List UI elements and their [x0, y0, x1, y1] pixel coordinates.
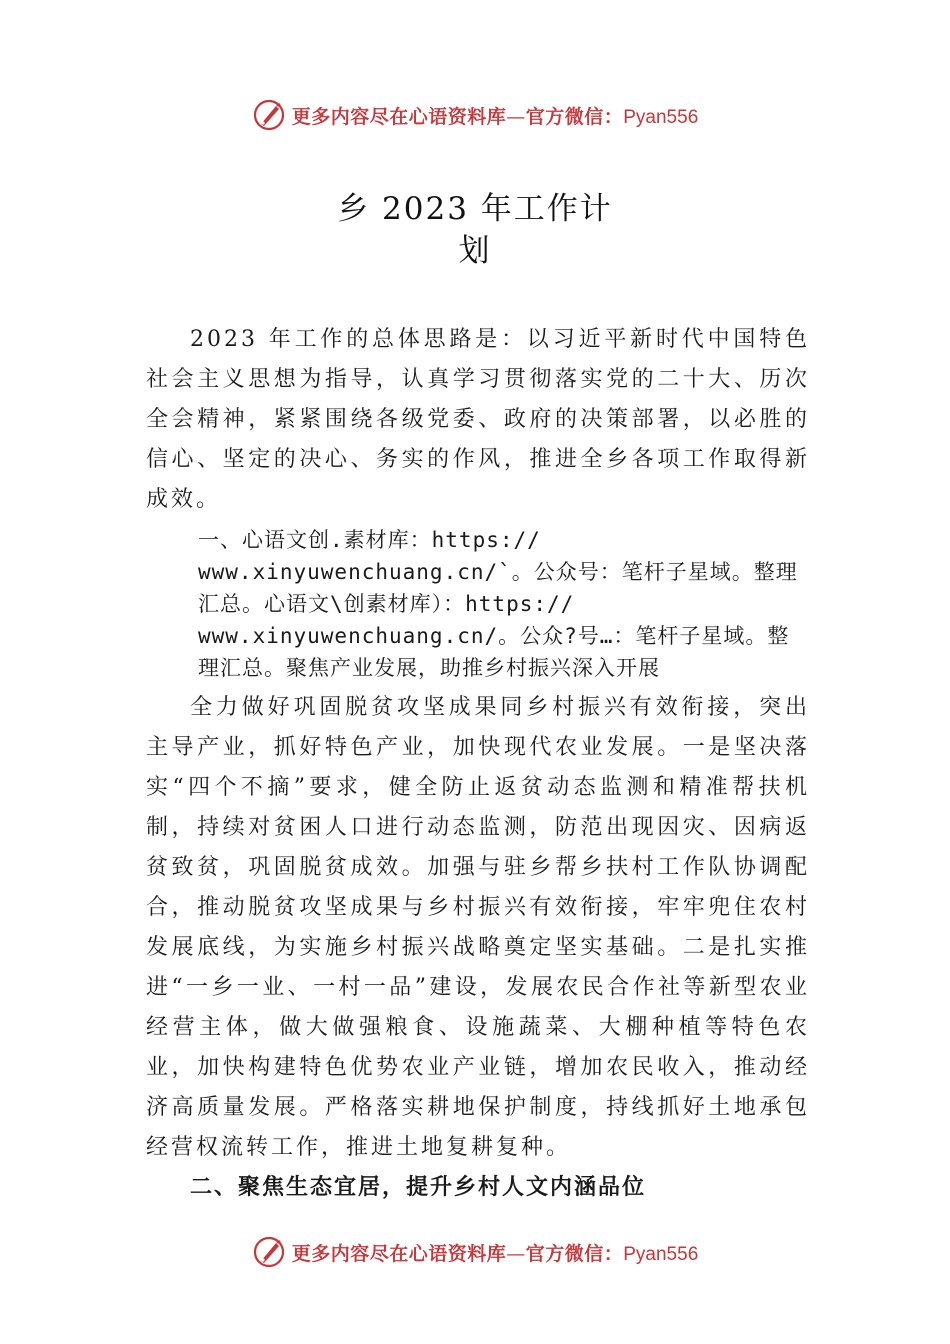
section1-paragraph: 全力做好巩固脱贫攻坚成果同乡村振兴有效衔接，突出主导产业，抓好特色产业，加快现代农业发展。一是坚决落实“四个不摘”要求，健全防止返贫动态监测和精准帮扶机制，持续对贫困人口进行动态监测，防范出现因灾、因病返贫致贫，巩固脱贫成效。加强与驻乡帮乡扶村工作队协调配合，推动脱贫攻坚成果与乡村振兴有效衔接，牢牢兜住农村发展底线，为实施乡村振兴战略奠定坚实基础。二是扎实推进“一乡一业、一村一品”建设，发展农民合作社等新型农业经营主体，做大做强粮食、设施蔬菜、大棚种植等特色农业，加快构建特色优势农业产业链，增加农民收入，推动经济高质量发展。严格落实耕地保护制度，持线抓好土地承包经营权流转工作，推进土地复耕复种。: [146, 695, 810, 1160]
section1-line: www.xinyuwenchuang.cn/。公众?号…：笔杆子星域。整: [198, 624, 790, 648]
title-line-1: 乡 2023 年工作计: [337, 191, 613, 227]
section1-line: 一、心语文创.素材库：https://: [198, 528, 541, 552]
watermark-text: [292, 102, 699, 129]
section2-heading: 二、聚焦生态宜居，提升乡村人文内涵品位: [190, 1175, 647, 1200]
watermark-wechat-id: Pyan556: [623, 1243, 699, 1265]
section1-line: www.xinyuwenchuang.cn/`。公众号：笔杆子星域。整理: [198, 560, 798, 584]
quill-pen-logo-icon: [252, 98, 286, 132]
footer-watermark: [0, 1232, 950, 1272]
quill-pen-logo-icon: [252, 1235, 286, 1269]
document-title: [0, 188, 950, 272]
title-line-2: 划: [458, 233, 492, 269]
watermark-text: [292, 1239, 699, 1266]
section1-heading-block: [198, 524, 810, 684]
header-watermark: [0, 95, 950, 135]
watermark-brand: 更多内容尽在心语资料库: [291, 1242, 507, 1265]
watermark-brand: 更多内容尽在心语资料库: [291, 105, 507, 128]
section1-line: 汇总。心语文\创素材库）：https://: [198, 592, 575, 616]
watermark-wechat-label: 官方微信：: [525, 1242, 624, 1265]
watermark-wechat-id: Pyan556: [623, 106, 699, 128]
watermark-wechat-label: 官方微信：: [525, 105, 624, 128]
document-body: [146, 320, 810, 1208]
watermark-separator: —: [506, 1242, 526, 1265]
intro-paragraph: 2023 年工作的总体思路是：以习近平新时代中国特色社会主义思想为指导，认真学习贯彻落实党的二十大、历次全会精神，紧紧围绕各级党委、政府的决策部署，以必胜的信心、坚定的决心、务实的作风，推进全乡各项工作取得新成效。: [146, 327, 810, 512]
section1-line: 理汇总。聚焦产业发展，助推乡村振兴深入开展: [198, 656, 660, 680]
watermark-separator: —: [506, 105, 526, 128]
